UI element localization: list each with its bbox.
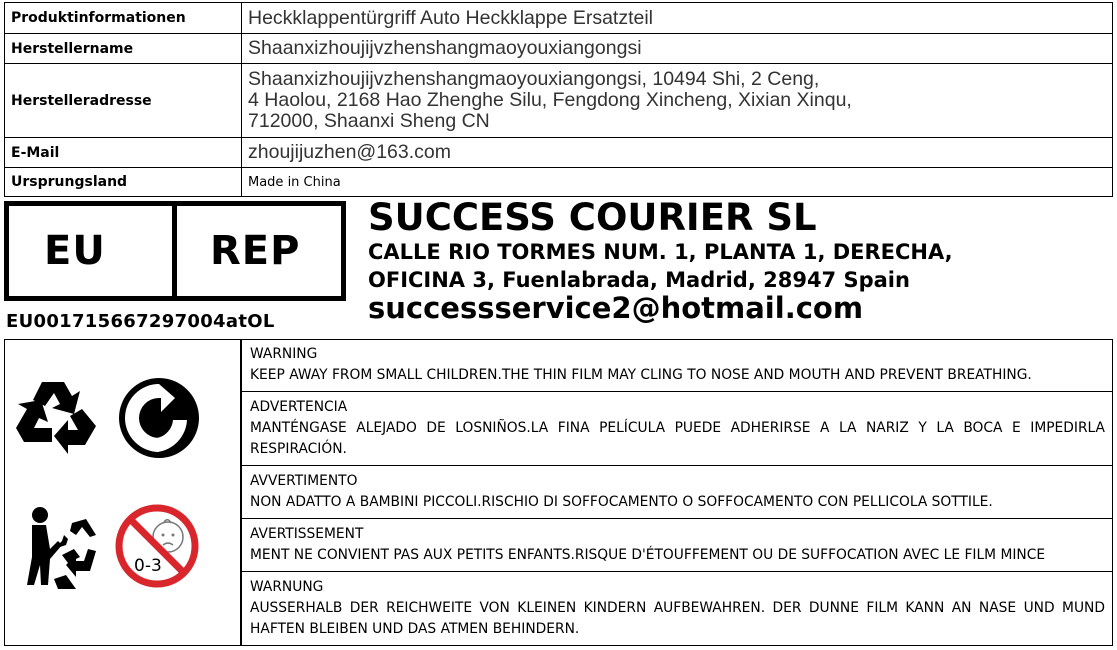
value-manufacturer-address: [242, 64, 1113, 138]
rep-label: REP: [210, 228, 301, 274]
warning-body-en: KEEP AWAY FROM SMALL CHILDREN.THE THIN FILM MAY CLING TO NOSE AND MOUTH AND PREVENT BREATHING.: [250, 367, 1032, 383]
label-manufacturer-name: Herstellername: [5, 34, 242, 64]
value-manufacturer-name: Shaanxizhoujijvzhenshangmaoyouxiangongsi: [242, 34, 1113, 64]
label-manufacturer-address: Herstelleradresse: [5, 64, 242, 138]
address-line-3: 712000, Shaanxi Sheng CN: [248, 110, 490, 132]
product-info-table: [4, 2, 1113, 197]
warning-box-de: [241, 572, 1113, 646]
warning-body-es: MANTÉNGASE ALEJADO DE LOSNIÑOS.LA FINA PELÍCULA PUEDE ADHERIRSE A LA NARIZ Y LA BOCA E IMPEDIRLA RESPIRACIÓN.: [250, 420, 1105, 457]
warning-box-en: [241, 339, 1113, 392]
info-row-origin: [5, 168, 1113, 197]
warning-box-it: [241, 466, 1113, 519]
warning-body-de: AUSSERHALB DER REICHWEITE VON KLEINEN KINDERN AUFBEWAHREN. DER DUNNE FILM KANN AN NASE UND MUND HAFTEN BLEIBEN UND DAS ATMEN BEHINDERN.: [250, 600, 1105, 637]
info-row-manufacturer: [5, 34, 1113, 64]
warning-title-en: WARNING: [250, 346, 318, 362]
warning-box-fr: [241, 519, 1113, 572]
address-line-2: 4 Haolou, 2168 Hao Zhenghe Silu, Fengdong Xincheng, Xixian Xinqu,: [248, 89, 852, 111]
eu-rep-code: EU001715667297004atOL: [6, 311, 275, 332]
value-product-info: Heckklappentürgriff Auto Heckklappe Ersatzteil: [242, 3, 1113, 34]
info-row-email: [5, 138, 1113, 168]
warning-body-it: NON ADATTO A BAMBINI PICCOLI.RISCHIO DI SOFFOCAMENTO O SOFFOCAMENTO CON PELLICOLA SOTTILE.: [250, 494, 993, 510]
warning-title-it: AVVERTIMENTO: [250, 473, 358, 489]
eu-label: EU: [44, 228, 106, 274]
warning-title-de: WARNUNG: [250, 579, 324, 595]
info-row-address: [5, 64, 1113, 138]
label-origin-country: Ursprungsland: [5, 168, 242, 197]
age-label: 0-3: [134, 556, 162, 576]
eu-rep-email: successservice2@hotmail.com: [368, 291, 864, 325]
age-restriction-icon: [114, 503, 200, 589]
eu-rep-divider: [172, 201, 177, 301]
warning-box-es: [241, 392, 1113, 466]
eu-rep-company-name: SUCCESS COURIER SL: [368, 196, 817, 239]
green-dot-icon: [117, 376, 201, 460]
warning-body-fr: MENT NE CONVIENT PAS AUX PETITS ENFANTS.RISQUE D'ÉTOUFFEMENT OU DE SUFFOCATION AVEC LE FILM MINCE: [250, 547, 1046, 563]
eu-rep-address-line-2: OFICINA 3, Fuenlabrada, Madrid, 28947 Spain: [368, 268, 910, 292]
warning-title-fr: AVERTISSEMENT: [250, 526, 364, 542]
eu-rep-address-line-1: CALLE RIO TORMES NUM. 1, PLANTA 1, DERECHA,: [368, 240, 953, 264]
value-email: zhoujijuzhen@163.com: [242, 138, 1113, 168]
address-line-1: Shaanxizhoujijvzhenshangmaoyouxiangongsi, 10494 Shi, 2 Ceng,: [248, 68, 820, 90]
tidyman-icon: [10, 505, 100, 591]
value-origin-country: Made in China: [242, 168, 1113, 197]
label-email: E-Mail: [5, 138, 242, 168]
warning-title-es: ADVERTENCIA: [250, 399, 348, 415]
info-row-product: [5, 3, 1113, 34]
label-product-info: Produktinformationen: [5, 3, 242, 34]
recycle-icon: [12, 376, 100, 460]
